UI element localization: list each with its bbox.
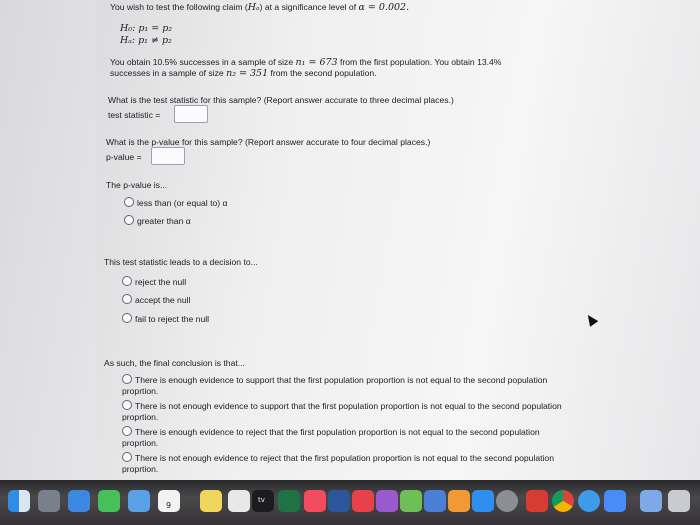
test-statistic-question: What is the test statistic for this sample? (Report answer accurate to three decimal places.) bbox=[108, 95, 454, 105]
conclusion-option-3[interactable] bbox=[122, 426, 567, 449]
radio-button[interactable] bbox=[122, 426, 132, 436]
radio-button[interactable] bbox=[122, 276, 132, 286]
calendar-icon[interactable] bbox=[158, 490, 180, 512]
conclusion-option-2[interactable] bbox=[122, 400, 567, 423]
tv-label: tv bbox=[258, 496, 265, 504]
decision-question: This test statistic leads to a decision to... bbox=[104, 257, 258, 267]
null-hypothesis: H₀: p₁ = p₂ bbox=[120, 23, 173, 34]
intro-text bbox=[110, 2, 409, 13]
alt-hypothesis: Hₐ: p₁ ≠ p₂ bbox=[120, 35, 172, 46]
finder-icon[interactable] bbox=[8, 490, 30, 512]
app-store-icon[interactable] bbox=[68, 490, 90, 512]
trash-icon[interactable] bbox=[668, 490, 690, 512]
radio-button[interactable] bbox=[124, 197, 134, 207]
conclusion-question: As such, the final conclusion is that... bbox=[104, 358, 245, 368]
sample-info-2a: successes in a sample of size bbox=[110, 68, 227, 78]
apple-tv-icon[interactable] bbox=[252, 490, 274, 512]
reminders-icon[interactable] bbox=[228, 490, 250, 512]
homework-page bbox=[96, 0, 700, 480]
p-value-input[interactable] bbox=[151, 147, 185, 165]
option-label: There is not enough evidence to reject that the first population proportion is not equal to the second population proprtion. bbox=[122, 453, 554, 474]
app-store-blue-icon[interactable] bbox=[472, 490, 494, 512]
launchpad-icon[interactable] bbox=[38, 490, 60, 512]
claim-symbol: Hₐ bbox=[247, 2, 260, 13]
option-label: accept the null bbox=[135, 295, 191, 305]
option-label: There is enough evidence to support that the first population proportion is not equal to the second population proprtion. bbox=[122, 375, 548, 396]
excel-icon[interactable] bbox=[278, 490, 300, 512]
decision-option-accept[interactable] bbox=[122, 294, 190, 306]
option-label: greater than α bbox=[137, 216, 191, 226]
dock bbox=[0, 484, 700, 524]
chrome-icon[interactable] bbox=[552, 490, 574, 512]
sample-info-line2 bbox=[110, 68, 377, 79]
mail-icon[interactable] bbox=[128, 490, 150, 512]
p-compare-question: The p-value is... bbox=[106, 180, 168, 190]
radio-button[interactable] bbox=[122, 313, 132, 323]
sample-info-2b: from the second population. bbox=[268, 68, 377, 78]
messages-icon[interactable] bbox=[98, 490, 120, 512]
news-icon[interactable] bbox=[352, 490, 374, 512]
option-label: There is not enough evidence to support that the first population proportion is not equal to the second population proprtion. bbox=[122, 401, 562, 422]
p-compare-option-greater[interactable] bbox=[124, 215, 191, 227]
radio-button[interactable] bbox=[122, 374, 132, 384]
conclusion-option-1[interactable] bbox=[122, 374, 567, 397]
p-value-label: p-value = bbox=[106, 152, 142, 162]
notes-icon[interactable] bbox=[200, 490, 222, 512]
safari-icon[interactable] bbox=[578, 490, 600, 512]
test-statistic-input[interactable] bbox=[174, 105, 208, 123]
option-label: There is enough evidence to reject that the first population proportion is not equal to the second population proprtion. bbox=[122, 427, 540, 448]
word-icon[interactable] bbox=[328, 490, 350, 512]
decision-option-fail-to-reject[interactable] bbox=[122, 313, 209, 325]
sample-info-1a: You obtain 10.5% successes in a sample of size bbox=[110, 57, 296, 67]
n1-expr: n₁ = 673 bbox=[295, 57, 338, 68]
system-preferences-icon[interactable] bbox=[496, 490, 518, 512]
mouse-cursor-icon bbox=[584, 312, 599, 327]
sample-info-line1 bbox=[110, 57, 501, 68]
downloads-folder-icon[interactable] bbox=[640, 490, 662, 512]
p-value-question: What is the p-value for this sample? (Report answer accurate to four decimal places.) bbox=[106, 137, 431, 147]
radio-button[interactable] bbox=[122, 400, 132, 410]
calendar-day: 9 bbox=[166, 501, 172, 510]
numbers-icon[interactable] bbox=[400, 490, 422, 512]
conclusion-option-4[interactable] bbox=[122, 452, 567, 475]
radio-button[interactable] bbox=[122, 452, 132, 462]
keynote-icon[interactable] bbox=[424, 490, 446, 512]
intro-middle: ) at a significance level of bbox=[259, 2, 359, 12]
test-statistic-label: test statistic = bbox=[108, 110, 161, 120]
option-label: fail to reject the null bbox=[135, 314, 210, 324]
sample-info-1b: from the first population. You obtain 13.4% bbox=[337, 57, 502, 67]
pages-icon[interactable] bbox=[448, 490, 470, 512]
music-icon[interactable] bbox=[304, 490, 326, 512]
option-label: less than (or equal to) α bbox=[137, 198, 228, 208]
podcasts-icon[interactable] bbox=[376, 490, 398, 512]
radio-button[interactable] bbox=[124, 215, 134, 225]
zoom-icon[interactable] bbox=[604, 490, 626, 512]
p-compare-option-less[interactable] bbox=[124, 197, 227, 209]
intro-prefix: You wish to test the following claim ( bbox=[110, 2, 248, 12]
photo-booth-icon[interactable] bbox=[526, 490, 548, 512]
radio-button[interactable] bbox=[122, 294, 132, 304]
n2-expr: n₂ = 351 bbox=[226, 68, 269, 79]
alpha-value: α = 0.002. bbox=[358, 2, 410, 13]
option-label: reject the null bbox=[135, 277, 187, 287]
decision-option-reject[interactable] bbox=[122, 276, 186, 288]
